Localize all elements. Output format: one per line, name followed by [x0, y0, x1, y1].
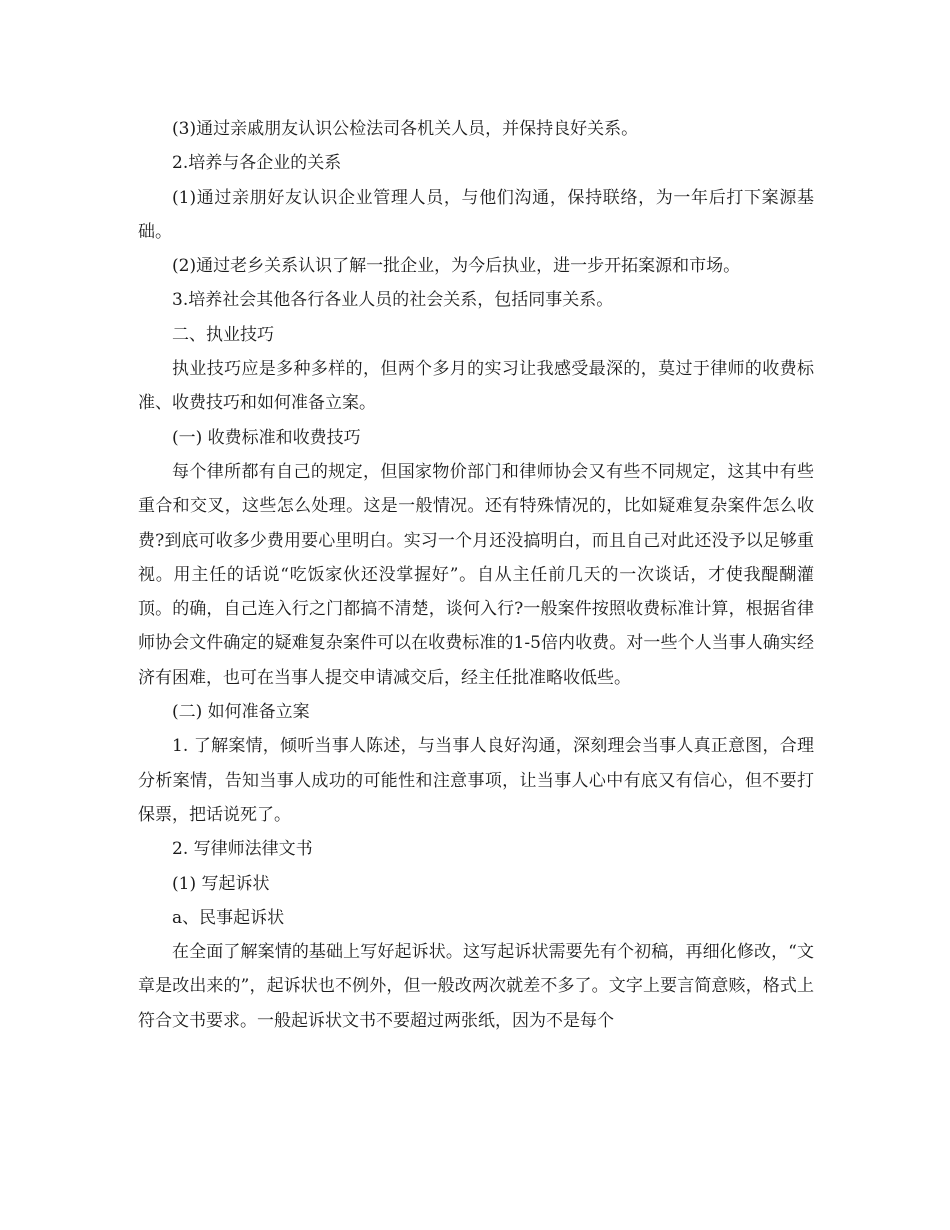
paragraph-social-relations: 3.培养社会其他各行各业人员的社会关系，包括同事关系。 [172, 290, 614, 311]
section-heading-practice-skills: 二、执业技巧 [172, 324, 274, 345]
heading-civil-complaint: a、民事起诉状 [172, 907, 285, 928]
paragraph-enterprise-managers: (1)通过亲朋好友认识企业管理人员，与他们沟通，保持联络，为一年后打下案源基础。 [138, 187, 814, 242]
subheading-fee-standards: (一) 收费标准和收费技巧 [172, 427, 361, 448]
document-page [138, 112, 814, 1038]
subheading-prepare-filing: (二) 如何准备立案 [172, 702, 310, 723]
paragraph-hometown-relations: (2)通过老乡关系认识了解一批企业，为今后执业，进一步开拓案源和市场。 [172, 256, 741, 277]
paragraph-complaint-writing: 在全面了解案情的基础上写好起诉状。这写起诉状需要先有个初稿，再细化修改，“文章是改出来的”，起诉状也不例外，但一般改两次就差不多了。文字上要言简意赅，格式上符合文书要求。一般起诉状文书不要超过两张纸，因为不是每个 [138, 942, 814, 1031]
heading-write-complaint: (1) 写起诉状 [172, 873, 270, 894]
paragraph-relatives-officials: (3)通过亲戚朋友认识公检法司各机关人员，并保持良好关系。 [172, 119, 639, 139]
paragraph-practice-skills-intro: 执业技巧应是多种多样的，但两个多月的实习让我感受最深的，莫过于律师的收费标准、收费技巧和如何准备立案。 [138, 359, 814, 414]
paragraph-fee-standards: 每个律所都有自己的规定，但国家物价部门和律师协会又有些不同规定，这其中有些重合和交叉，这些怎么处理。这是一般情况。还有特殊情况的，比如疑难复杂案件怎么收费?到底可收多少费用要心里明白。实习一个月还没搞明白，而且自己对此还没予以足够重视。用主任的话说“吃饭家伙还没掌握好”。自从主任前几天的一次谈话，才使我醍醐灌顶。的确，自己连入行之门都搞不清楚，谈何入行?一般案件按照收费标准计算，根据省律师协会文件确定的疑难复杂案件可以在收费标准的1-5倍内收费。对一些个人当事人确实经济有困难，也可在当事人提交申请减交后，经主任批准略收低些。 [138, 461, 814, 688]
heading-enterprise-relations: 2.培养与各企业的关系 [172, 153, 342, 174]
heading-legal-documents: 2. 写律师法律文书 [172, 839, 313, 860]
paragraph-understand-case: 1. 了解案情，倾听当事人陈述，与当事人良好沟通，深刻理会当事人真正意图，合理分析案情，告知当事人成功的可能性和注意事项，让当事人心中有底又有信心，但不要打保票，把话说死了。 [138, 736, 814, 825]
